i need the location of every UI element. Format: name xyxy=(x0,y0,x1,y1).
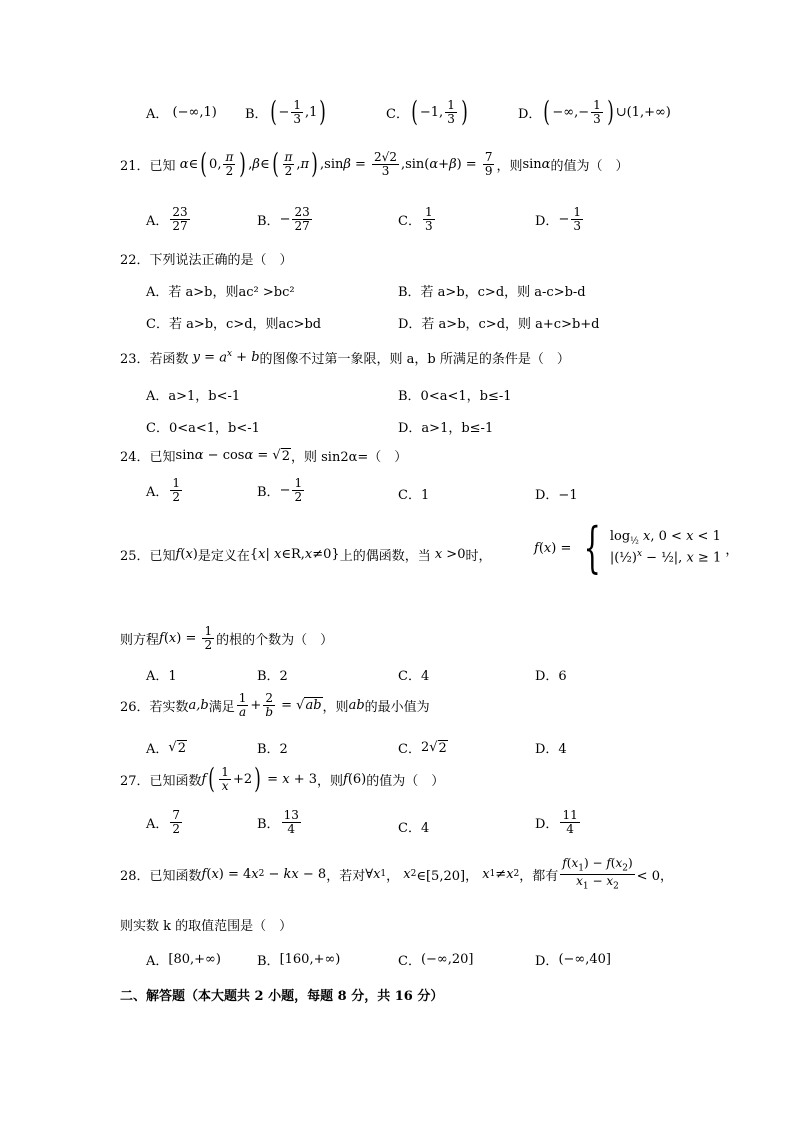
option-label: B． xyxy=(257,954,280,969)
option-label: B． xyxy=(257,213,280,229)
q25-line2: 则方程 f ( x ) = $\frac{1}{2}$ 的根的个数为（ ） xyxy=(120,624,334,652)
option-label: B． xyxy=(245,106,268,122)
q26-option-b: B．2 xyxy=(257,742,288,757)
stem-text: ，则 sin2α=（ ） xyxy=(290,450,408,465)
q25-stem: 25．已知 f ( x ) 是定义在 { x | x ∈R, x ≠0} 上的偶函数，当 x >0 时， xyxy=(120,547,492,564)
q27-option-c: C．4 xyxy=(398,821,430,836)
q25-option-a: A．1 xyxy=(146,669,177,684)
stem-text: 27．已知函数 xyxy=(120,773,202,789)
q21-stem: 21． 已知 α ∈ ( 0, $\frac{\pi}{2}$ ) , β ∈ ( $\frac{\pi}{2}$ , π ) ,sin β = $\frac{2√2}{3}$ ,sin( α + β ) = $\frac{7}{9}$ ，则 sin α 的值为（ ） xyxy=(120,147,629,180)
q22-option-d: D．若 a>b，c>d，则 a+c>b+d xyxy=(398,317,600,332)
option-label: D． xyxy=(535,213,559,229)
question-number: 21． xyxy=(120,158,150,174)
q22-option-a: A．若 a>b，则ac² >bc² xyxy=(146,285,295,300)
option-label: A． xyxy=(146,954,169,969)
denominator: 27 xyxy=(294,218,310,233)
stem-text: 的根的个数为（ ） xyxy=(216,632,334,648)
q23-option-b: B．0<a<1，b≤-1 xyxy=(398,389,512,404)
q24-stem: 24．已知 sin α − cos α = √ 2 ，则 sin2α=（ ） xyxy=(120,448,408,465)
option-label: D． xyxy=(535,816,559,832)
q26-option-a: A． √ 2 xyxy=(146,740,186,757)
q22-stem: 22．下列说法正确的是（ ） xyxy=(120,253,293,268)
q21-option-c xyxy=(398,206,437,232)
q23-stem: 23．若函数 y = $a^x$ + b 的图像不过第一象限，则 a，b 所满足的条件是（ ） xyxy=(120,349,570,367)
q26-option-c: C． 2√ 2 xyxy=(398,740,447,757)
q23-option-c: C．0<a<1，b<-1 xyxy=(146,421,260,436)
stem-text: ，则 xyxy=(496,158,523,174)
stem-text: 的最小值为 xyxy=(364,699,430,715)
option-label: C． xyxy=(398,954,421,969)
q24-option-b: B． − $\frac{1}{2}$ xyxy=(257,476,303,504)
option-label: B． xyxy=(257,816,280,832)
stem-text: 是定义在 xyxy=(197,549,250,564)
q23-option-a: A．a>1，b<-1 xyxy=(146,389,241,404)
option-label: D． xyxy=(535,954,559,969)
stem-text: ，都有 xyxy=(519,868,559,884)
q28-stem: 28．已知函数 f ( x ) = 4 x 2 − kx − 8 ，若对 ∀ x 1 ， x 2 ∈[5,20]， x 1 ≠ x 2 ，都有 $\frac{f(x_1) - f(x_2)}{x_1 - x_2}$ < 0， xyxy=(120,856,673,892)
q20-option-d: D． ( −∞,− $\frac{1}{3}$ ) ∪(1,+∞) xyxy=(518,95,671,128)
q27-option-d: D． $\frac{11}{4}$ xyxy=(535,808,578,836)
option-label: A． xyxy=(146,484,169,500)
section-heading: 二、解答题（本大题共 2 小题，每题 8 分，共 16 分） xyxy=(120,989,444,1004)
q22-option-c: C．若 a>b，c>d，则ac>bd xyxy=(146,317,322,332)
option-label: D． xyxy=(518,106,542,122)
numerator: 23 xyxy=(172,205,188,219)
option-label: C． xyxy=(398,213,421,229)
stem-text: ，则 xyxy=(322,699,349,715)
q25-option-d: D．6 xyxy=(535,669,567,684)
q28-option-a: A． [80,+∞) xyxy=(146,952,221,969)
q20-option-a: A． (−∞,1) xyxy=(146,105,217,122)
denominator: 27 xyxy=(172,218,188,233)
q24-option-a: A． $\frac{1}{2}$ xyxy=(146,476,181,504)
stem-text: 已知 xyxy=(149,158,176,174)
q23-option-d: D．a>1，b≤-1 xyxy=(398,421,494,436)
stem-text: ，若对 xyxy=(326,868,366,884)
option-label: B． xyxy=(257,484,280,500)
stem-text: 则方程 xyxy=(120,632,160,648)
stem-text: ，则 xyxy=(317,773,344,789)
stem-text: 26．若实数 xyxy=(120,699,189,715)
q20-option-b: B． ( − $\frac{1}{3}$ ,1 ) xyxy=(245,95,327,128)
stem-text: 上的偶函数，当 xyxy=(339,549,431,564)
stem-text: 时， xyxy=(465,549,492,564)
q24-option-d: D．−1 xyxy=(535,488,578,503)
option-label: A． xyxy=(146,816,169,832)
stem-text: 的值为（ ） xyxy=(366,773,445,789)
q28-option-c: C． (−∞,20] xyxy=(398,952,474,969)
denominator: 3 xyxy=(424,218,433,233)
q22-option-b: B．若 a>b，c>d，则 a-c>b-d xyxy=(398,285,586,300)
numerator: 1 xyxy=(573,205,581,219)
stem-text: 满足 xyxy=(208,699,235,715)
numerator: 1 xyxy=(424,205,433,219)
option-label: A． xyxy=(146,213,169,229)
q25-option-b: B．2 xyxy=(257,669,288,684)
q21-option-b: B． − $\frac{23}{27}$ xyxy=(257,205,310,233)
q27-option-b: B． $\frac{13}{4}$ xyxy=(257,808,299,836)
stem-text: 的图像不过第一象限，则 a，b 所满足的条件是（ ） xyxy=(259,352,570,367)
q25-option-c: C．4 xyxy=(398,669,430,684)
q28-option-d: D． (−∞,40] xyxy=(535,952,611,969)
numerator: 23 xyxy=(294,205,310,219)
q27-option-a: A． $\frac{7}{2}$ xyxy=(146,808,181,836)
q28-option-b: B． [160,+∞) xyxy=(257,952,341,969)
denominator: 3 xyxy=(573,218,581,233)
option-label: A． xyxy=(146,742,169,757)
option-label: C． xyxy=(398,742,421,757)
stem-text: 28．已知函数 xyxy=(120,868,202,884)
q27-stem: 27．已知函数 f ( $\frac{1}{x}$ +2 ) = x + 3 ，则 f (6) 的值为（ ） xyxy=(120,762,445,795)
q20-option-c: C． ( −1, $\frac{1}{3}$ ) xyxy=(386,95,468,128)
option-label: C． xyxy=(386,106,409,122)
q26-stem: 26．若实数 a,b 满足 $\frac{1}{a}$ + $\frac{2}{b}$ = √ ab ，则 ab 的最小值为 xyxy=(120,691,430,719)
q25-piecewise: f ( x ) = { $\log_{\frac{1}{2}} x$, 0 < x < 1 |(½)$^x$ − ½|, x ≥ 1 ， xyxy=(534,516,739,579)
q21-option-d: D． − $\frac{1}{3}$ xyxy=(535,205,581,233)
q26-option-d: D．4 xyxy=(535,742,567,757)
q24-option-c: C．1 xyxy=(398,488,430,503)
stem-text: 23．若函数 xyxy=(120,352,189,367)
option-label: A． xyxy=(146,107,169,122)
stem-text: 25．已知 xyxy=(120,549,176,564)
q28-line2: 则实数 k 的取值范围是（ ） xyxy=(120,919,293,934)
q21-option-a xyxy=(146,206,192,232)
stem-text: 24．已知 xyxy=(120,450,176,465)
stem-text: 的值为（ ） xyxy=(550,158,629,174)
